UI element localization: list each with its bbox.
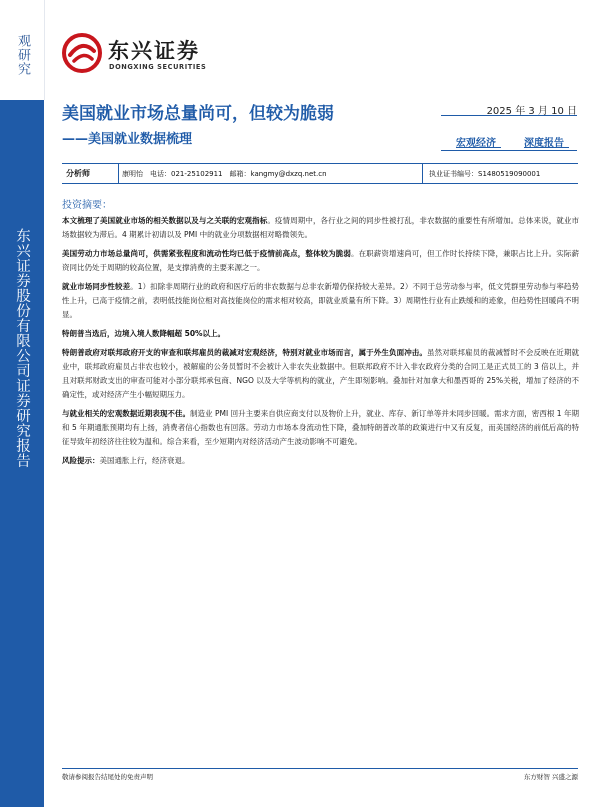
- analyst-cert: 执业证书编号：S1480519090001: [429, 170, 541, 178]
- analyst-divider-1: [118, 163, 119, 183]
- report-subtitle: ——美国就业数据梳理: [62, 132, 193, 147]
- analyst-row-top-line: [62, 163, 578, 164]
- summary-paragraph: [62, 247, 579, 275]
- risk-paragraph: [62, 454, 579, 468]
- analyst-contact: 康明怡 电话：021-25102911 邮箱：kangmy@dxzq.net.cn: [122, 170, 327, 178]
- footer-slogan: 东方财智 兴盛之源: [523, 773, 578, 781]
- tag-depth-report: 深度报告: [524, 138, 564, 149]
- summary-paragraph: [62, 346, 579, 402]
- sidebar-company-label: 东兴证券股份有限公司证券研究报告: [14, 228, 30, 468]
- report-date: 2025 年 3 月 10 日: [486, 106, 577, 117]
- tag-divider-top: [441, 115, 577, 116]
- analyst-row: [62, 163, 578, 183]
- para-text: 虽然对联邦雇员的裁减暂时不会反映在近期就业中，联邦政府雇员占非农也较小，被解雇的公务员暂时不会被计入非农失业数据中。但联邦政府不计入非农政府分类的合同工是正式员工的 3 倍以上，并且对联邦财政支出的审查可能对小部分联邦承包商、NGO 以及大学等机构的就业，产生即刻影响。叠加针对加拿大和墨西哥的 25%关税，增加了经济的不确定性，或对经济产生小幅短期压力。: [62, 348, 579, 399]
- summary-paragraph: [62, 407, 579, 449]
- summary-paragraph: [62, 327, 579, 341]
- para-text: 。1）扣除非周期行业的政府和医疗后的非农数据与总非农新增仍保持较大差异。2）不同于总劳动参与率，低文凭群里劳动参与率趋势性上升，已高于疫情之前，表明低技能岗位相对高技能岗位的需求相对较高，即就业质量有所下降。3）周期性行业有止跌缓和的迹象，但趋势性回暖尚不明显。: [62, 282, 579, 319]
- risk-text: 美国通胀上行，经济衰退。: [99, 456, 190, 465]
- analyst-label: 分析师: [66, 169, 90, 178]
- sidebar: [0, 0, 44, 807]
- para-text: 制造业 PMI 回升主要来自供应商支付以及物价上升，就业、库存、新订单等并未同步回暖。需求方面，密西根 1 年期和 5 年期通胀预期均有上扬，消费者信心指数也有回落。劳动力市场本身流动性下降，叠加特朗普改革的政策进行中又有反复，而美国经济的前低后高的特征导致年初经济往往较为温和。综合来看，至少短期内对经济活动产生波动影响不可避免。: [62, 409, 579, 446]
- para-lead: 就业市场同步性较差: [62, 282, 131, 291]
- para-text: 。在职薪资增速尚可，但工作时长持续下降，兼职占比上升。实际薪资同比仍处于周期的较高位置，是支撑消费的主要来源之一。: [62, 249, 579, 272]
- summary-paragraph: [62, 214, 579, 242]
- summary-heading: 投资摘要：: [62, 200, 112, 211]
- para-lead: 特朗普政府对联邦政府开支的审查和联邦雇员的裁减对宏观经济，特别对就业市场而言，属于外生负面冲击。: [62, 348, 428, 357]
- analyst-row-bottom-line: [62, 183, 578, 184]
- company-logo: [62, 30, 222, 82]
- report-title: 美国就业市场总量尚可，但较为脆弱: [62, 104, 334, 124]
- footer-disclaimer: 敬请参阅报告结尾处的免责声明: [62, 773, 153, 781]
- logo-name-cn: 东兴证券: [108, 39, 200, 63]
- para-lead: 特朗普当选后，边境入境人数降幅超 50%以上。: [62, 329, 226, 338]
- para-lead: 美国劳动力市场总量尚可，供需紧张程度和流动性均已低于疫情前高点，整体较为脆弱: [62, 249, 351, 258]
- sidebar-band: [0, 100, 44, 807]
- risk-label: 风险提示：: [62, 456, 100, 465]
- analyst-divider-2: [422, 163, 423, 183]
- tag-macro: 宏观经济: [456, 138, 496, 149]
- para-lead: 本文梳理了美国就业市场的相关数据以及与之关联的宏观指标: [62, 216, 268, 225]
- sidebar-top-label: 观研究: [15, 34, 30, 76]
- tag-depth-underline: [524, 147, 569, 148]
- para-text: 。疫情周期中，各行业之间的同步性被打乱，非农数据的重要性有所增加。总体来说，就业市场数据较为滞后。4 期累计初请以及 PMI 中的就业分项数据相对略微领先。: [62, 216, 580, 239]
- tag-macro-underline: [456, 147, 501, 148]
- tag-divider-bottom: [441, 150, 577, 151]
- logo-icon: [62, 33, 102, 73]
- footer-divider: [62, 768, 578, 769]
- para-lead: 与就业相关的宏观数据近期表现不佳。: [62, 409, 190, 418]
- logo-name-en: DONGXING SECURITIES: [109, 63, 207, 71]
- summary-body: [62, 214, 579, 473]
- summary-paragraph: [62, 280, 579, 322]
- sidebar-top: [0, 0, 45, 100]
